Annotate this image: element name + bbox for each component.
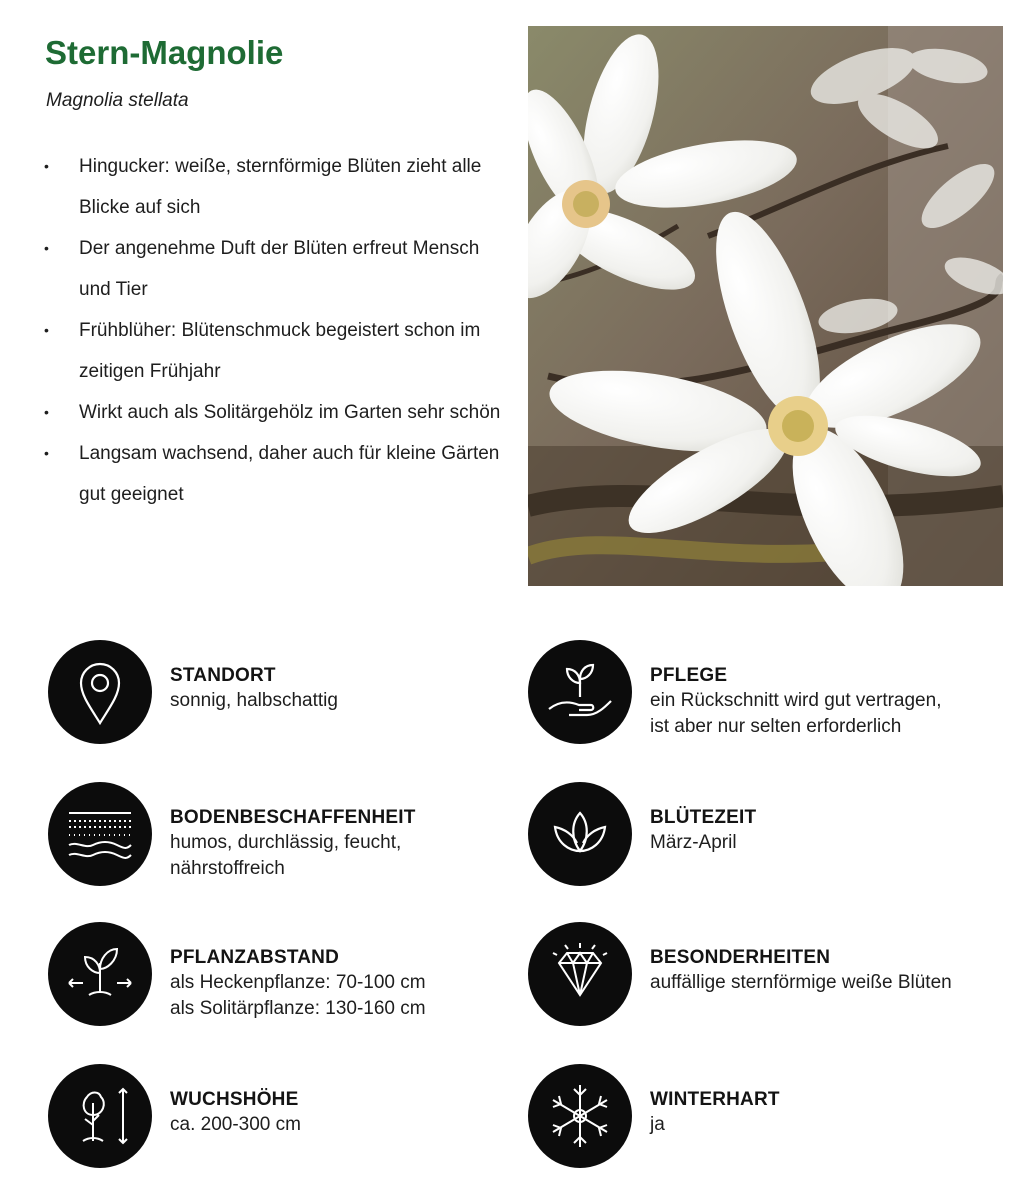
highlight-item: • Frühblüher: Blütenschmuck begeistert schon im zeitigen Frühjahr: [44, 310, 514, 392]
feature-label: PFLANZABSTAND: [170, 947, 340, 968]
feature-value: ja: [650, 1114, 665, 1135]
feature-label: BLÜTEZEIT: [650, 807, 757, 828]
feature-value: auffällige sternförmige weiße Blüten: [650, 972, 952, 993]
snowflake-icon: [528, 1064, 632, 1168]
product-title: Stern-Magnolie: [45, 34, 284, 71]
feature-value: humos, durchlässig, feucht, nährstoffreich: [170, 832, 402, 879]
plant-in-hand-icon: [528, 640, 632, 744]
feature-standort: [48, 640, 508, 750]
feature-pflege: [528, 640, 1018, 750]
feature-wuchshoehe: [48, 1064, 508, 1174]
magnolia-photo: [528, 26, 1003, 586]
feature-bluetezeit: [528, 782, 1018, 892]
feature-boden: [48, 782, 508, 892]
feature-besonderheiten: [528, 922, 1018, 1032]
highlight-item: • Hingucker: weiße, sternförmige Blüten zieht alle Blicke auf sich: [44, 146, 514, 228]
feature-label: PFLEGE: [650, 665, 728, 686]
location-pin-icon: [48, 640, 152, 744]
highlight-item: • Wirkt auch als Solitärgehölz im Garten sehr schön: [44, 392, 514, 433]
feature-pflanzabstand: [48, 922, 508, 1032]
tree-height-icon: [48, 1064, 152, 1168]
feature-value: März-April: [650, 832, 737, 853]
feature-value: als Heckenpflanze: 70-100 cm als Solitärpflanze: 130-160 cm: [170, 972, 426, 1019]
feature-label: BODENBESCHAFFENHEIT: [170, 807, 416, 828]
feature-label: WINTERHART: [650, 1089, 780, 1110]
feature-value: ca. 200-300 cm: [170, 1114, 301, 1135]
plant-spacing-icon: [48, 922, 152, 1026]
latin-name: Magnolia stellata: [46, 90, 189, 111]
feature-label: BESONDERHEITEN: [650, 947, 831, 968]
highlight-item: • Langsam wachsend, daher auch für kleine Gärten gut geeignet: [44, 433, 514, 515]
lotus-flower-icon: [528, 782, 632, 886]
highlight-item: • Der angenehme Duft der Blüten erfreut Mensch und Tier: [44, 228, 514, 310]
feature-value: sonnig, halbschattig: [170, 690, 338, 711]
highlights-list: [44, 146, 514, 515]
soil-layers-icon: [48, 782, 152, 886]
diamond-icon: [528, 922, 632, 1026]
feature-value: ein Rückschnitt wird gut vertragen, ist aber nur selten erforderlich: [650, 690, 942, 737]
feature-winterhart: [528, 1064, 1018, 1174]
magnolia-photo-illustration: [528, 26, 1003, 586]
feature-label: WUCHSHÖHE: [170, 1089, 299, 1110]
feature-label: STANDORT: [170, 665, 276, 686]
